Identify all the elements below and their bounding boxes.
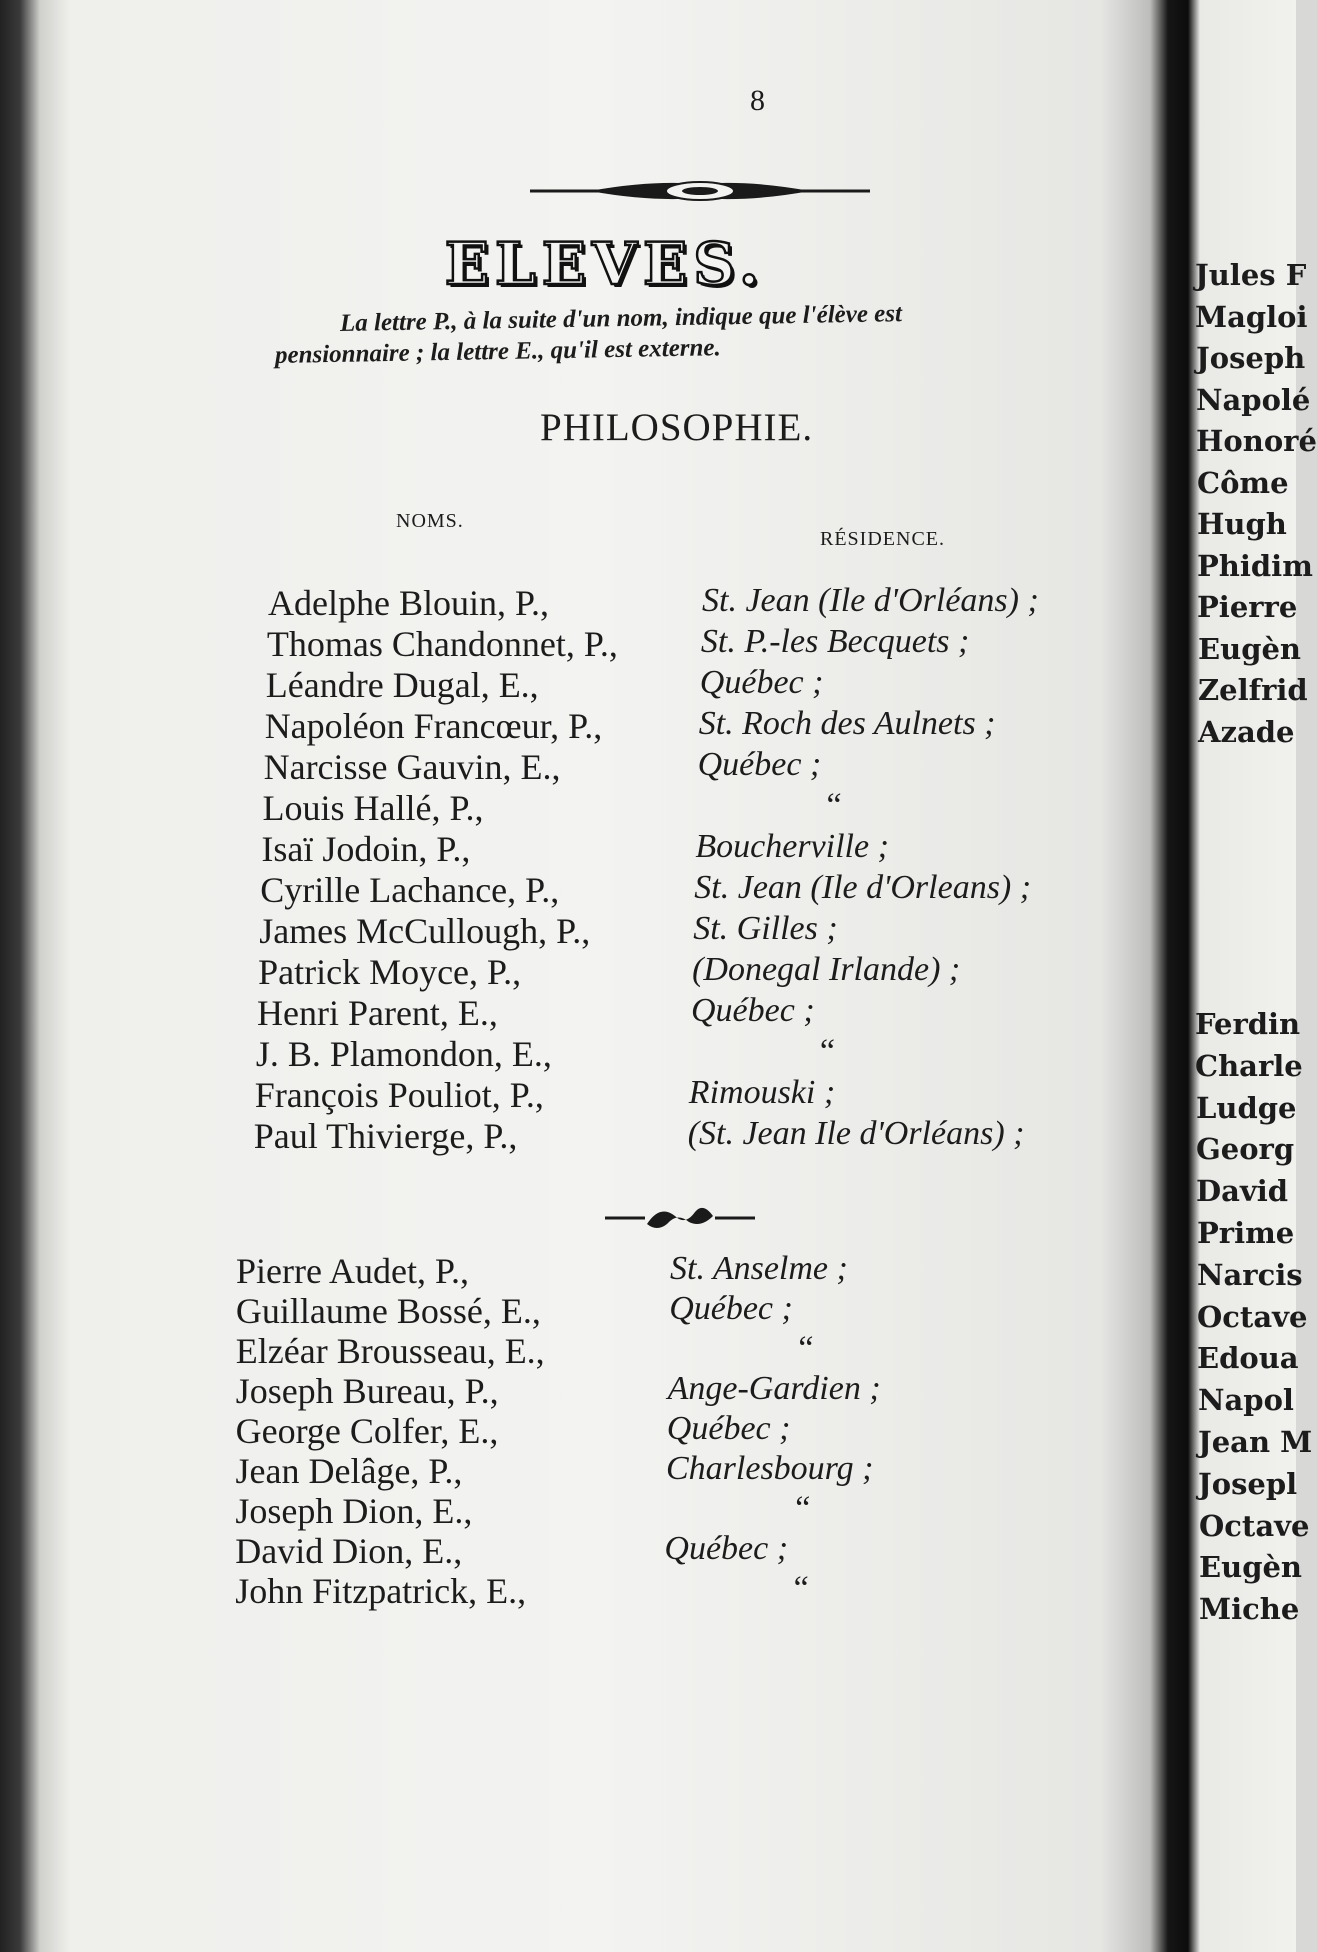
student-name: François Pouliot, P., bbox=[254, 1075, 544, 1115]
student-residence: Québec ; bbox=[699, 664, 824, 701]
student-residence: Québec ; bbox=[669, 1290, 793, 1327]
student-residence: Rimouski ; bbox=[688, 1074, 836, 1111]
student-residence: (St. Jean Ile d'Orléans) ; bbox=[687, 1115, 1025, 1152]
left-page bbox=[50, 0, 1160, 1952]
adjacent-name: Jean M bbox=[1198, 1425, 1313, 1459]
student-name: Pierre Audet, P., bbox=[236, 1251, 469, 1291]
adjacent-name: Miche bbox=[1199, 1592, 1300, 1627]
student-residence: St. P.-les Becquets ; bbox=[700, 623, 970, 660]
adjacent-name: Charle bbox=[1195, 1048, 1303, 1083]
adjacent-name: Honoré bbox=[1196, 424, 1317, 458]
student-name: Joseph Dion, E., bbox=[235, 1491, 473, 1531]
student-name: J. B. Plamondon, E., bbox=[255, 1034, 552, 1074]
student-residence: Charlesbourg ; bbox=[666, 1450, 874, 1487]
adjacent-name: Prime bbox=[1197, 1216, 1295, 1250]
student-residence: Boucherville ; bbox=[695, 828, 889, 865]
student-residence: “ bbox=[793, 1570, 809, 1607]
student-residence: St. Anselme ; bbox=[670, 1250, 848, 1287]
student-residence: Québec ; bbox=[697, 746, 822, 783]
student-name: Napoléon Francœur, P., bbox=[264, 706, 603, 746]
adjacent-name: Octave bbox=[1199, 1508, 1310, 1543]
student-name: Isaï Jodoin, P., bbox=[261, 829, 471, 869]
section-divider-ornament bbox=[605, 1198, 755, 1234]
column-header-residence: RÉSIDENCE. bbox=[820, 528, 945, 550]
student-residence: Québec ; bbox=[666, 1410, 791, 1447]
adjacent-name: Octave bbox=[1197, 1299, 1308, 1334]
student-residence: “ bbox=[798, 1330, 814, 1367]
adjacent-name: Pierre bbox=[1197, 590, 1298, 624]
student-residence: “ bbox=[826, 787, 842, 824]
student-name: Paul Thivierge, P., bbox=[253, 1116, 518, 1156]
student-name: David Dion, E., bbox=[235, 1531, 463, 1571]
page-number: 8 bbox=[750, 84, 765, 117]
student-residence: “ bbox=[819, 1033, 835, 1070]
adjacent-name: Côme bbox=[1197, 465, 1289, 500]
adjacent-name: Jules F bbox=[1195, 258, 1307, 292]
adjacent-name: Narcis bbox=[1197, 1257, 1303, 1292]
adjacent-name: Eugèn bbox=[1198, 631, 1302, 666]
student-residence: Québec ; bbox=[691, 992, 815, 1029]
student-name: Elzéar Brousseau, E., bbox=[235, 1331, 545, 1371]
adjacent-name: Edoua bbox=[1197, 1341, 1299, 1376]
adjacent-name: Eugèn bbox=[1199, 1550, 1303, 1585]
student-residence: “ bbox=[795, 1490, 811, 1527]
student-name: Louis Hallé, P., bbox=[262, 788, 484, 828]
note-line-1: La lettre P., à la suite d'un nom, indique que l'élève est bbox=[339, 300, 903, 337]
student-name: Guillaume Bossé, E., bbox=[235, 1291, 541, 1331]
adjacent-name: Magloi bbox=[1195, 299, 1308, 334]
heading-eleves: ELEVES. bbox=[444, 230, 766, 298]
student-residence: Québec ; bbox=[664, 1530, 789, 1567]
student-name: Adelphe Blouin, P., bbox=[268, 583, 550, 623]
adjacent-name: Joseph bbox=[1196, 341, 1306, 375]
ornament-rule bbox=[530, 168, 870, 214]
adjacent-name: Zelfrid bbox=[1198, 673, 1308, 707]
adjacent-name: David bbox=[1196, 1174, 1289, 1209]
adjacent-page-fragment bbox=[1195, 0, 1317, 1952]
student-name: John Fitzpatrick, E., bbox=[235, 1571, 527, 1611]
student-name: George Colfer, E., bbox=[235, 1411, 499, 1451]
student-name: Cyrille Lachance, P., bbox=[260, 870, 560, 910]
adjacent-name: Hugh bbox=[1197, 507, 1287, 541]
student-name: Patrick Moyce, P., bbox=[258, 952, 522, 992]
adjacent-name: Phidim bbox=[1197, 548, 1313, 583]
student-name: James McCullough, P., bbox=[259, 911, 591, 951]
adjacent-name: Napol bbox=[1198, 1383, 1294, 1418]
note-line-2: pensionnaire ; la lettre E., qu'il est externe. bbox=[274, 334, 722, 369]
student-name: Jean Delâge, P., bbox=[235, 1451, 463, 1491]
student-residence: St. Jean (Ile d'Orléans) ; bbox=[702, 582, 1039, 619]
adjacent-name: Napolé bbox=[1196, 382, 1311, 417]
adjacent-name: Ludge bbox=[1196, 1090, 1297, 1125]
adjacent-name: Georg bbox=[1196, 1132, 1295, 1167]
student-residence: (Donegal Irlande) ; bbox=[692, 951, 961, 988]
student-residence: St. Jean (Ile d'Orleans) ; bbox=[694, 869, 1032, 906]
column-header-names: NOMS. bbox=[396, 510, 464, 532]
student-name: Narcisse Gauvin, E., bbox=[263, 747, 561, 787]
student-residence: St. Gilles ; bbox=[693, 910, 838, 947]
student-residence: Ange-Gardien ; bbox=[667, 1370, 881, 1407]
student-name: Joseph Bureau, P., bbox=[235, 1371, 499, 1411]
adjacent-name: Josepl bbox=[1198, 1466, 1298, 1501]
student-name: Henri Parent, E., bbox=[257, 993, 498, 1033]
adjacent-name: Azade bbox=[1198, 714, 1295, 749]
student-residence: St. Roch des Aulnets ; bbox=[698, 705, 996, 742]
student-name: Thomas Chandonnet, P., bbox=[266, 624, 618, 664]
section-title: PHILOSOPHIE. bbox=[540, 406, 814, 449]
student-name: Léandre Dugal, E., bbox=[265, 665, 539, 705]
adjacent-name: Ferdin bbox=[1195, 1007, 1301, 1041]
